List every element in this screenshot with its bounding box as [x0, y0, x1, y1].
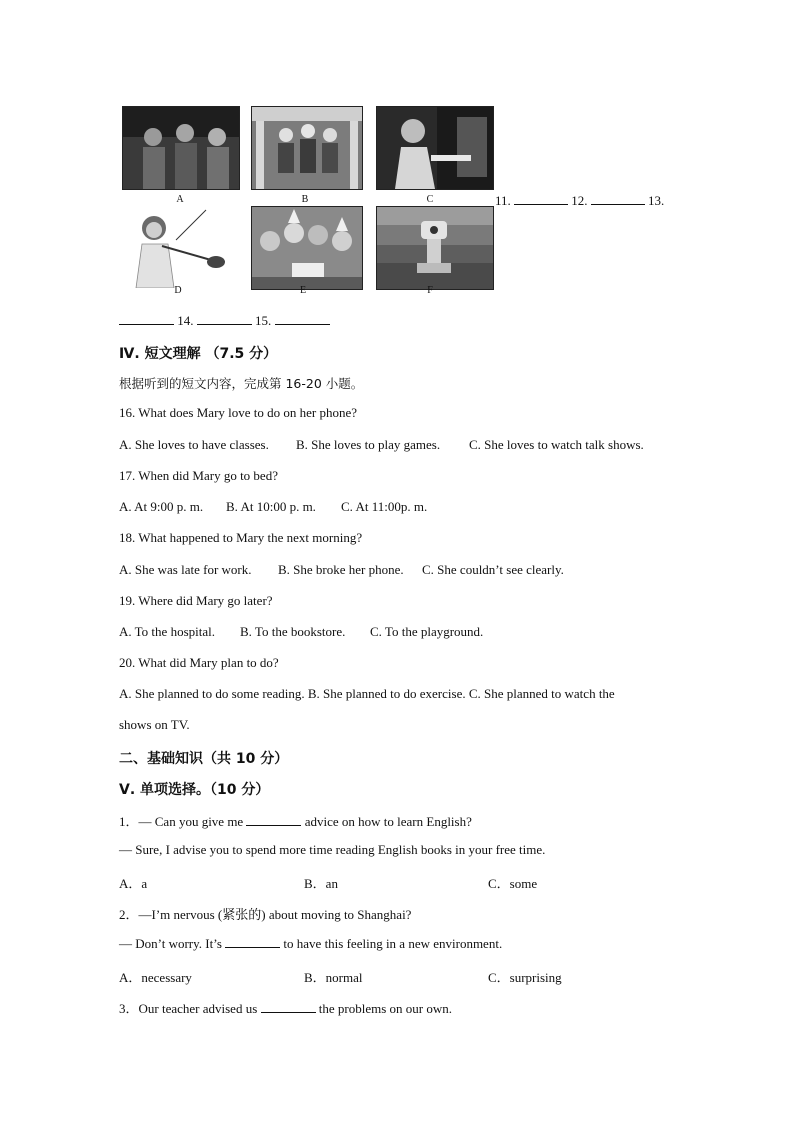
mc-q1-option-a[interactable]: A．a [119, 876, 148, 891]
section-4-instruction: 根据听到的短文内容，完成第 16-20 小题。 [119, 376, 364, 391]
question-20: 20. What did Mary plan to do? [119, 655, 279, 670]
matching-line-2 [119, 313, 330, 329]
part-2-heading: 二、基础知识（共 10 分） [119, 751, 289, 767]
q15-answer-blank[interactable] [275, 313, 330, 325]
mc-q2-option-a[interactable]: A．necessary [119, 970, 192, 985]
question-17: 17. When did Mary go to bed? [119, 468, 278, 483]
robot-scene-icon [377, 207, 493, 289]
picture-c-label: C [426, 194, 434, 205]
mc-q1-option-c[interactable]: C．some [488, 876, 538, 891]
picture-b-label: B [301, 194, 309, 205]
mc-question-2: 2．—I’m nervous (紧张的) about moving to Shanghai? [119, 907, 412, 922]
mc-question-1 [119, 811, 472, 830]
mc-q3-blank[interactable] [261, 1001, 316, 1013]
mc-q2-option-b[interactable]: B．normal [304, 970, 363, 985]
birthday-party-scene-icon [252, 207, 362, 289]
mc-q3-prefix: 3．Our teacher advised us [119, 1001, 258, 1016]
question-16: 16. What does Mary love to do on her phone? [119, 405, 358, 420]
mc-q1-option-b[interactable]: B．an [304, 876, 338, 891]
q12-number: 12. [571, 193, 588, 208]
q16-option-a[interactable]: A. She loves to have classes. [119, 437, 269, 452]
q13-answer-blank[interactable] [119, 313, 174, 325]
q17-option-b[interactable]: B. At 10:00 p. m. [226, 499, 316, 514]
picture-b [251, 106, 363, 190]
q18-option-c[interactable]: C. She couldn’t see clearly. [422, 562, 564, 577]
picture-a-label: A [176, 194, 184, 205]
q19-option-b[interactable]: B. To the bookstore. [240, 624, 346, 639]
mc-q1-reply: — Sure, I advise you to spend more time reading English books in your free time. [119, 842, 546, 857]
q14-answer-blank[interactable] [197, 313, 252, 325]
violin-girl-scene-icon [122, 206, 238, 288]
q19-option-a[interactable]: A. To the hospital. [119, 624, 215, 639]
mc-q1-blank[interactable] [246, 814, 301, 826]
matching-line-1 [495, 193, 664, 209]
picture-a [122, 106, 240, 190]
astronauts-scene-icon [252, 107, 362, 189]
q19-option-c[interactable]: C. To the playground. [370, 624, 484, 639]
q15-number: 15. [255, 313, 272, 328]
mc-q2-response [119, 936, 502, 952]
picture-e-label: E [299, 285, 307, 296]
mc-question-3 [119, 998, 452, 1017]
q18-option-a[interactable]: A. She was late for work. [119, 562, 252, 577]
piano-girl-scene-icon [377, 107, 493, 189]
mc-q2-blank[interactable] [225, 936, 280, 948]
mc-q2-prefix: — Don’t worry. It’s [119, 936, 222, 951]
picture-f-label: F [427, 285, 433, 296]
q12-answer-blank[interactable] [591, 193, 645, 205]
q17-option-c[interactable]: C. At 11:00p. m. [341, 499, 428, 514]
picture-c [376, 106, 494, 190]
q11-number: 11. [495, 193, 511, 208]
picture-f [376, 206, 494, 290]
picture-d [122, 206, 238, 288]
mc-q1-suffix: advice on how to learn English? [304, 814, 472, 829]
mc-q2-option-c[interactable]: C．surprising [488, 970, 562, 985]
q14-number: 14. [177, 313, 194, 328]
mc-q3-suffix: the problems on our own. [318, 1001, 452, 1016]
q17-option-a[interactable]: A. At 9:00 p. m. [119, 499, 204, 514]
picture-e [251, 206, 363, 290]
q16-option-b[interactable]: B. She loves to play games. [296, 437, 441, 452]
q13-number: 13. [648, 193, 665, 208]
mc-q1-prefix: 1．— Can you give me [119, 814, 244, 829]
section-5-heading: Ⅴ. 单项选择。（10 分） [119, 782, 270, 798]
mc-q2-suffix: to have this feeling in a new environment. [283, 936, 503, 951]
section-4-heading: Ⅳ. 短文理解 （7.5 分） [119, 346, 278, 362]
q16-option-c[interactable]: C. She loves to watch talk shows. [469, 437, 644, 452]
q20-options[interactable]: A. She planned to do some reading. B. She planned to do exercise. C. She planned to watch the [119, 686, 615, 701]
q20-options-continuation: shows on TV. [119, 717, 190, 732]
question-19: 19. Where did Mary go later? [119, 593, 273, 608]
dark-group-scene-icon [123, 107, 239, 189]
q18-option-b[interactable]: B. She broke her phone. [278, 562, 404, 577]
question-18: 18. What happened to Mary the next morning? [119, 530, 363, 545]
picture-d-label: D [174, 285, 182, 296]
q11-answer-blank[interactable] [514, 193, 568, 205]
